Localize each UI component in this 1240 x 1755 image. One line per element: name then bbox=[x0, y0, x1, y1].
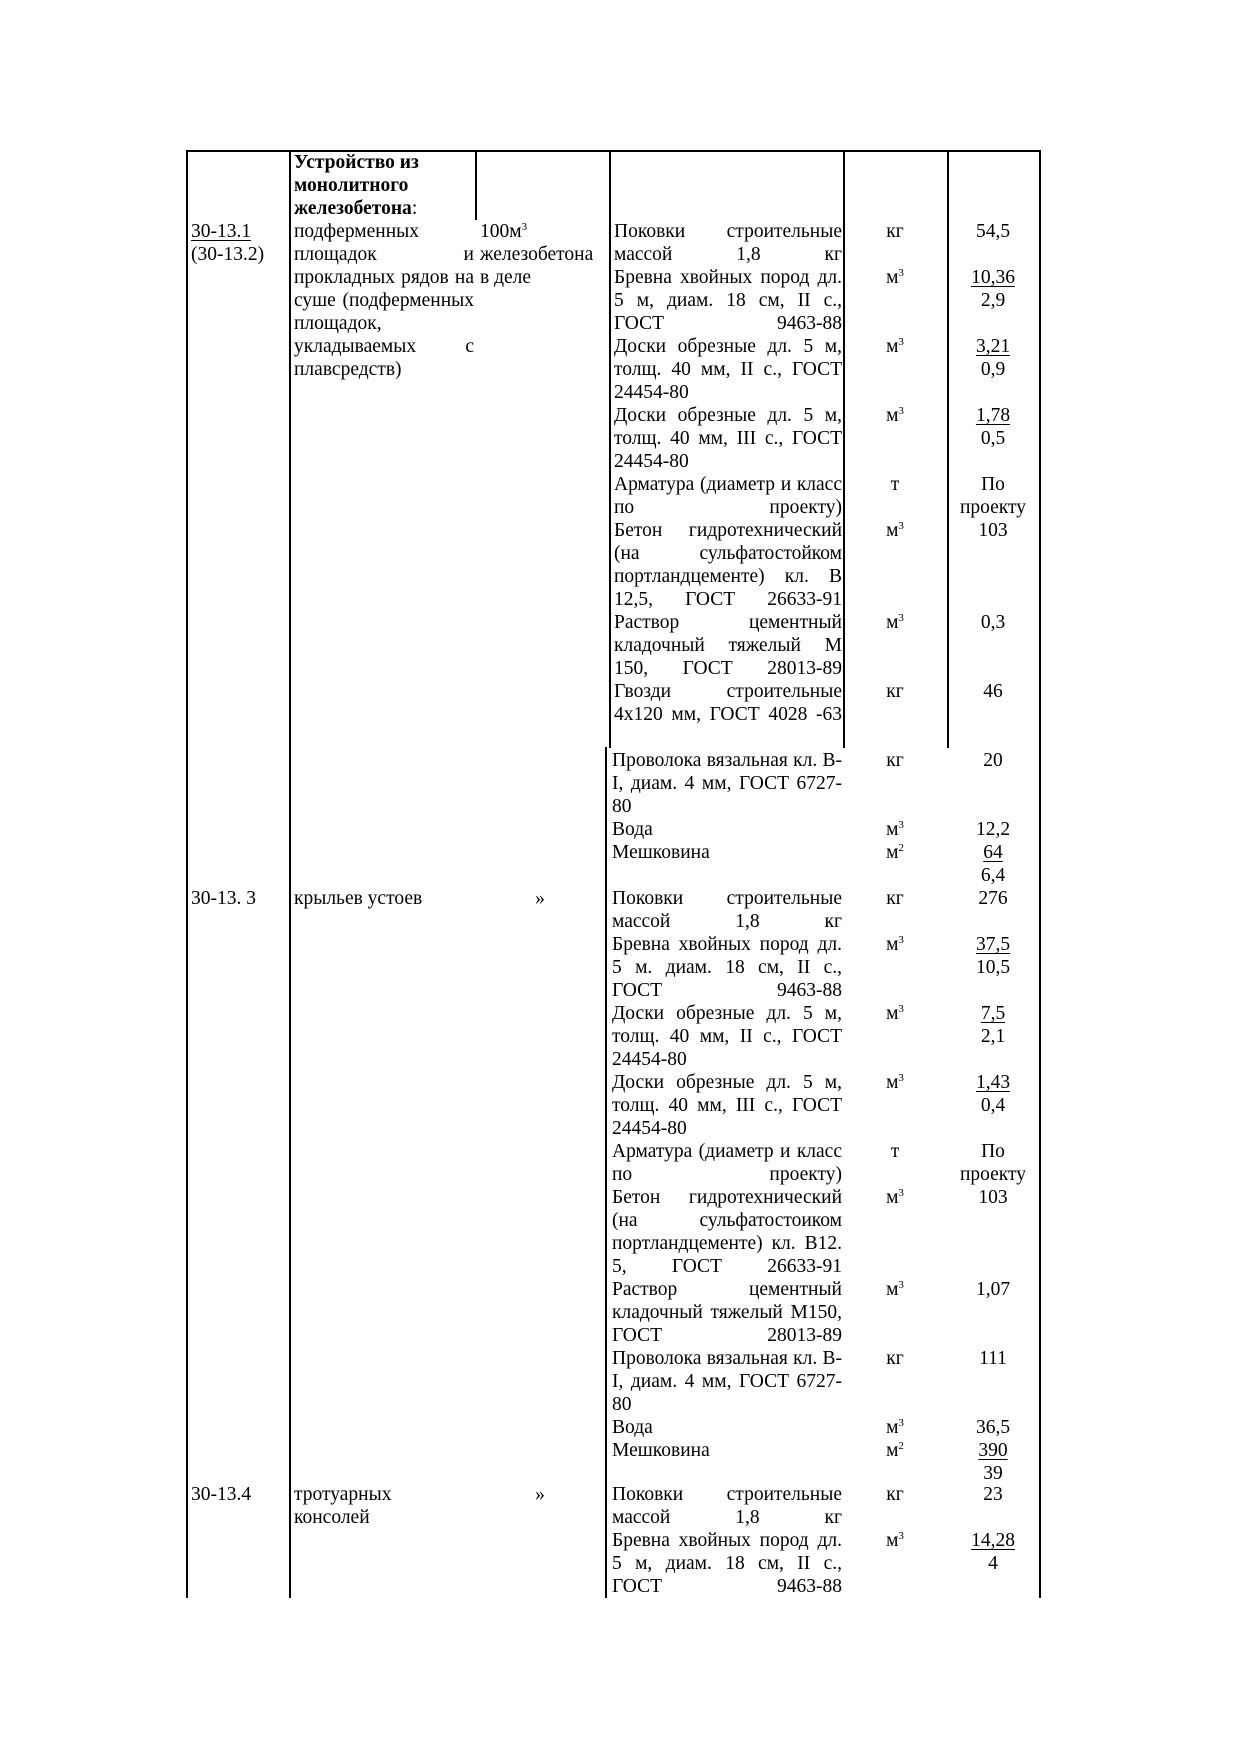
material-name: Поковки строительные массой 1,8 кг bbox=[612, 888, 842, 932]
material-value-secondary: 4 bbox=[988, 1553, 998, 1574]
material-value: 7,5 bbox=[980, 1003, 1006, 1024]
material-name: Раствор цементный кладочный тяжелый М150, ГОСТ 28013-89 bbox=[612, 1279, 842, 1346]
section-unit: $100м^3$ bbox=[480, 221, 528, 242]
material-unit: $м^3$ bbox=[886, 934, 904, 955]
material-name: Проволока вязальная кл. В-I, диам. 4 мм, ГОСТ 6727-80 bbox=[612, 1348, 842, 1415]
material-unit: кг bbox=[886, 888, 904, 909]
material-value-secondary: 0,5 bbox=[980, 428, 1006, 449]
section-unit: » bbox=[535, 1484, 545, 1505]
section-name: тротуарных консолей bbox=[294, 1484, 392, 1528]
material-value: 54,5 bbox=[975, 221, 1011, 242]
material-value-secondary: проекту bbox=[959, 497, 1027, 518]
col-border-1 bbox=[186, 150, 188, 1598]
material-value: 1,43 bbox=[975, 1072, 1011, 1093]
material-value-secondary: 2,1 bbox=[980, 1026, 1006, 1047]
material-unit: $м^3$ bbox=[886, 1003, 904, 1024]
material-unit: $м^3$ bbox=[886, 1187, 904, 1208]
section-code: 30-13.1 bbox=[191, 221, 252, 242]
material-unit: кг bbox=[886, 681, 904, 702]
material-name: Мешковина bbox=[612, 1440, 710, 1461]
material-value-secondary: 10,5 bbox=[975, 957, 1011, 978]
material-name: Доски обрезные дл. 5 м, толщ. 40 мм, II с., ГОСТ 24454-80 bbox=[612, 1003, 842, 1070]
material-value: 20 bbox=[983, 750, 1003, 771]
material-value: 103 bbox=[978, 1187, 1008, 1208]
material-unit: $м^3$ bbox=[886, 1072, 904, 1093]
material-value: 36,5 bbox=[975, 1417, 1011, 1438]
material-unit: кг bbox=[886, 221, 904, 242]
material-value: 0,3 bbox=[980, 612, 1006, 633]
section-code: 30-13. 3 bbox=[191, 888, 256, 909]
material-name: Вода bbox=[612, 1417, 653, 1438]
col-border-4b bbox=[605, 747, 607, 1598]
material-value: 3,21 bbox=[975, 336, 1011, 357]
material-value-secondary: 6,4 bbox=[980, 865, 1006, 886]
material-name: Поковки строительные массой 1,8 кг bbox=[614, 221, 842, 265]
material-name: Арматура (диаметр и класс по проекту) bbox=[612, 1141, 842, 1185]
material-unit: $м^3$ bbox=[886, 520, 904, 541]
material-unit: $м^3$ bbox=[886, 612, 904, 633]
col-border-5 bbox=[843, 150, 845, 748]
col-border-3 bbox=[475, 150, 477, 220]
material-name: Бревна хвойных пород дл. 5 м. диам. 18 см, II с., ГОСТ 9463-88 bbox=[612, 934, 842, 1001]
material-name: Раствор цементный кладочный тяжелый М 150, ГОСТ 28013-89 bbox=[614, 612, 842, 679]
section-name: крыльев устоев bbox=[294, 888, 423, 909]
section-code-alt: (30-13.2) bbox=[191, 244, 265, 265]
material-value: 276 bbox=[978, 888, 1008, 909]
material-value: 64 bbox=[983, 842, 1003, 863]
material-value: 14,28 bbox=[971, 1530, 1015, 1551]
material-value: 46 bbox=[983, 681, 1003, 702]
material-unit: т bbox=[890, 474, 900, 495]
material-name: Бревна хвойных пород дл. 5 м, диам. 18 см, II с., ГОСТ 9463-88 bbox=[614, 267, 842, 334]
material-name: Доски обрезные дл. 5 м, толщ. 40 мм, III с., ГОСТ 24454-80 bbox=[612, 1072, 842, 1139]
material-value: 37,5 bbox=[975, 934, 1011, 955]
section-code: 30-13.4 bbox=[191, 1484, 252, 1505]
material-value: 1,07 bbox=[975, 1279, 1011, 1300]
material-unit: $м^3$ bbox=[886, 1279, 904, 1300]
material-value: 23 bbox=[983, 1484, 1003, 1505]
material-value: 10,36 bbox=[971, 267, 1015, 288]
material-unit: $м^3$ bbox=[886, 1530, 904, 1551]
material-value: 103 bbox=[978, 520, 1008, 541]
material-value: 1,78 bbox=[975, 405, 1011, 426]
material-unit: т bbox=[890, 1141, 900, 1162]
material-unit: $м^3$ bbox=[886, 405, 904, 426]
material-value-secondary: 0,4 bbox=[980, 1095, 1006, 1116]
material-unit: $м^3$ bbox=[886, 1417, 904, 1438]
material-name: Гвозди строительные 4x120 мм, ГОСТ 4028 -63 bbox=[614, 681, 842, 725]
material-name: Арматура (диаметр и класс по проекту) bbox=[614, 474, 842, 518]
section-header: Устройство из монолитного железобетона: bbox=[294, 152, 419, 219]
material-unit: $м^2$ bbox=[886, 842, 904, 863]
material-unit: $м^2$ bbox=[886, 1440, 904, 1461]
material-value: 390 bbox=[978, 1440, 1008, 1461]
material-value: По bbox=[981, 1141, 1005, 1162]
material-value-secondary: 2,9 bbox=[980, 290, 1006, 311]
material-name: Бетон гидротехнический (на сульфатостойком портландцементе) кл. В 12,5, ГОСТ 26633-91 bbox=[614, 520, 842, 610]
material-value: 111 bbox=[979, 1348, 1007, 1369]
material-name: Поковки строительные массой 1,8 кг bbox=[612, 1484, 842, 1528]
material-name: Доски обрезные дл. 5 м, толщ. 40 мм, II с., ГОСТ 24454-80 bbox=[614, 336, 842, 403]
col-border-2 bbox=[289, 150, 291, 1598]
material-value-secondary: 39 bbox=[983, 1463, 1003, 1484]
material-unit: кг bbox=[886, 1348, 904, 1369]
section-name: подферменных площадок и прокладных рядов на суше (подферменных площадок, укладываемых с плавсредств) bbox=[294, 221, 474, 380]
material-unit: $м^3$ bbox=[886, 267, 904, 288]
material-name: Вода bbox=[612, 819, 653, 840]
material-name: Бетон гидротехнический (на сульфатостоиком портландцементе) кл. В12. 5, ГОСТ 26633-91 bbox=[612, 1187, 842, 1277]
material-name: Мешковина bbox=[612, 842, 710, 863]
material-unit: $м^3$ bbox=[886, 819, 904, 840]
material-name: Бревна хвойных пород дл. 5 м, диам. 18 см, II с., ГОСТ 9463-88 bbox=[612, 1530, 842, 1597]
material-name: Проволока вязальная кл. В-I, диам. 4 мм, ГОСТ 6727-80 bbox=[612, 750, 842, 817]
material-unit: $м^3$ bbox=[886, 336, 904, 357]
material-unit: кг bbox=[886, 750, 904, 771]
col-border-6 bbox=[947, 150, 949, 748]
section-unit-line2: железобетона bbox=[480, 244, 594, 265]
col-border-7 bbox=[1039, 150, 1041, 1598]
material-name: Доски обрезные дл. 5 м, толщ. 40 мм, III с., ГОСТ 24454-80 bbox=[614, 405, 842, 472]
col-border-4a bbox=[609, 150, 611, 748]
material-value-secondary: 0,9 bbox=[980, 359, 1006, 380]
material-value: 12,2 bbox=[975, 819, 1011, 840]
material-value-secondary: проекту bbox=[959, 1164, 1027, 1185]
section-unit-line3: в деле bbox=[480, 267, 532, 288]
material-unit: кг bbox=[886, 1484, 904, 1505]
material-value: По bbox=[981, 474, 1005, 495]
section-unit: » bbox=[535, 888, 545, 909]
